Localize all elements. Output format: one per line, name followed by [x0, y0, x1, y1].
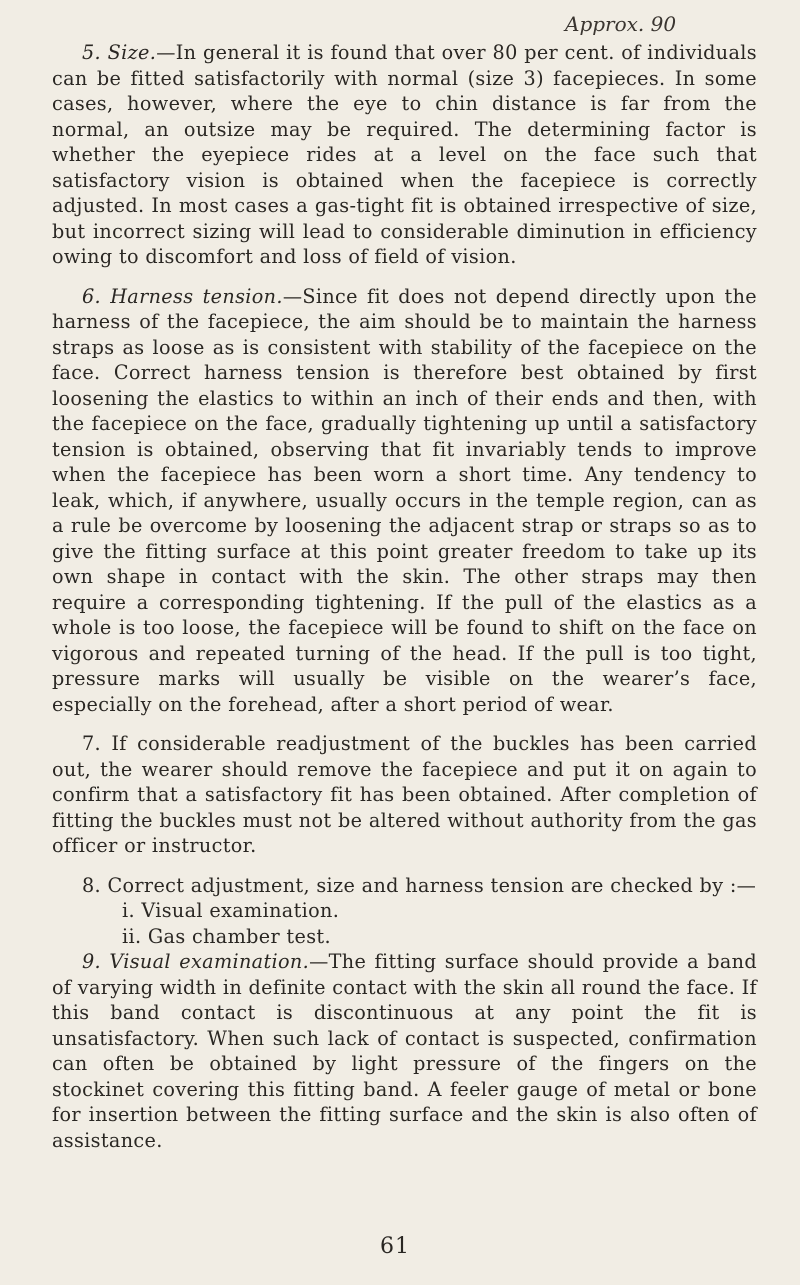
check-item: i. Visual examination. — [122, 899, 340, 922]
paragraph-8-heading: 8. — [82, 873, 102, 897]
paragraph-7-body: If considerable readjustment of the buckles has been carried out, the wearer should remove the facepiece and put it on again to confirm that a satisfactory fit has been obtained. After completion of fitting the buckles must not be altered without authority from the gas officer or instructor. — [52, 732, 757, 857]
check-item: ii. Gas chamber test. — [122, 924, 331, 948]
paragraph-5-heading: 5. Size. — [82, 41, 157, 64]
paragraph-8 — [52, 873, 757, 899]
body-text — [52, 40, 757, 1153]
paragraph-8-body: Correct adjustment, size and harness tension are checked by :— — [107, 873, 757, 897]
paragraph-9-heading: 9. Visual examination. — [82, 950, 310, 973]
paragraph-6 — [52, 284, 757, 718]
paragraph-9 — [52, 949, 757, 1153]
check-list — [52, 898, 757, 949]
paragraph-6-heading: 6. Harness tension. — [82, 284, 283, 308]
paragraph-9-body: —The fitting surface should provide a band of varying width in definite contact with the skin all round the face. If this band contact is discontinuous at any point the fit is unsatisfactory. When such lack of contact is suspected, confirmation can often be obtained by light pressure of the fingers on the stockinet covering this fitting band. A feeler gauge of metal or bone for insertion between the fitting surface and the skin is also often of assistance. — [52, 950, 757, 1152]
paragraph-5 — [52, 40, 757, 270]
paragraph-6-body: —Since fit does not depend directly upon the harness of the facepiece, the aim should be to maintain the harness straps as loose as is consistent with stability of the facepiece on the face. Correct harness tension is therefore best obtained by first loosening the elastics to within an inch of their ends and then, with the facepiece on the face, gradually tightening up until a satisfactory tension is obtained, observing that fit invariably tends to improve when the facepiece has been worn a short time. Any tendency to leak, which, if anywhere, usually occurs in the temple region, can as a rule be overcome by loosening the adjacent strap or straps so as to give the fitting surface at this point greater freedom to take up its own shape in contact with the skin. The other straps may then require a corresponding tightening. If the pull of the elastics as a whole is too loose, the facepiece will be found to shift on the face on vigorous and repeated turning of the head. If the pull is too tight, pressure marks will usually be visible on the wearer’s face, especially on the forehead, after a short period of wear. — [52, 284, 757, 716]
paragraph-7-heading: 7. — [82, 732, 102, 755]
handwritten-annotation: Approx. 90 — [565, 12, 677, 36]
page-number: 61 — [380, 1234, 410, 1259]
paragraph-7 — [52, 731, 757, 859]
paragraph-5-body: —In general it is found that over 80 per cent. of individuals can be fitted satisfactorily with normal (size 3) facepieces. In some cases, however, where the eye to chin distance is far from the normal, an outsize may be required. The determining factor is whether the eyepiece rides at a level on the face such that satisfactory vision is obtained when the facepiece is correctly adjusted. In most cases a gas-tight fit is obtained irrespective of size, but incorrect sizing will lead to considerable diminution in efficiency owing to discomfort and loss of field of vision. — [52, 41, 757, 268]
